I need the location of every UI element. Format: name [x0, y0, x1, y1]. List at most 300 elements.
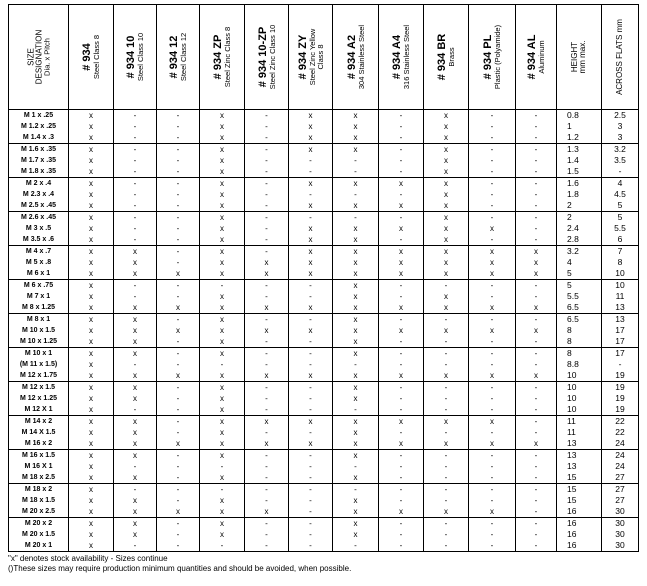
availability-mark: - [534, 507, 538, 516]
availability-cell [333, 212, 379, 246]
availability-mark: x [353, 439, 358, 448]
availability-cell [289, 246, 333, 280]
availability-mark: - [265, 315, 268, 324]
height-value: 15 [567, 484, 577, 494]
availability-mark: - [309, 349, 312, 358]
across-flats-value: 22 [615, 416, 625, 426]
size-designation: M 10 x 1.25 [20, 338, 57, 345]
availability-mark: - [354, 541, 357, 550]
height-cell [557, 314, 602, 348]
availability-mark: x [220, 201, 224, 210]
size-designation: M 18 x 2.5 [21, 474, 56, 481]
availability-mark: x [176, 507, 180, 516]
across-flats-value: 7 [617, 246, 623, 256]
availability-cell [114, 314, 157, 348]
availability-mark: x [444, 145, 448, 154]
across-flats-value: 5 [617, 212, 623, 222]
availability-cell [379, 348, 424, 382]
availability-cell [200, 382, 245, 416]
availability-cell [379, 212, 424, 246]
availability-cell [69, 110, 114, 144]
availability-mark: - [399, 213, 403, 222]
availability-mark: - [490, 530, 494, 539]
availability-cell [157, 450, 200, 484]
size-designation-cell [9, 484, 69, 518]
availability-mark: - [399, 111, 403, 120]
availability-mark: - [309, 213, 312, 222]
across-flats-value: 5 [617, 200, 623, 210]
availability-cell [114, 416, 157, 450]
availability-cell [379, 484, 424, 518]
availability-mark: - [534, 383, 538, 392]
availability-mark: - [265, 405, 268, 414]
availability-cell [289, 280, 333, 314]
availability-mark: x [308, 258, 313, 267]
availability-cell [114, 382, 157, 416]
column-header-934-pl: # 934 PL Plastic (Polyamide) [469, 5, 516, 110]
availability-mark: - [534, 145, 538, 154]
availability-mark: - [265, 235, 268, 244]
availability-mark: - [265, 167, 268, 176]
availability-mark: - [133, 201, 137, 210]
availability-mark: x [353, 428, 358, 437]
height-cell [557, 484, 602, 518]
availability-mark: x [89, 167, 93, 176]
availability-mark: - [265, 485, 268, 494]
availability-mark: - [176, 258, 180, 267]
availability-mark: - [534, 315, 538, 324]
availability-mark: x [264, 326, 269, 335]
availability-mark: x [89, 326, 93, 335]
availability-cell [333, 178, 379, 212]
height-value: 13 [567, 438, 577, 448]
availability-mark: - [176, 473, 180, 482]
availability-mark: - [399, 235, 403, 244]
availability-mark: - [176, 179, 180, 188]
size-designation: (M 11 x 1.5) [19, 361, 58, 368]
availability-mark: - [309, 541, 312, 550]
availability-mark: x [220, 337, 224, 346]
availability-cell [333, 348, 379, 382]
table-row-group [9, 382, 639, 416]
availability-mark: - [220, 281, 224, 290]
size-designation: M 20 x 2.5 [21, 508, 56, 515]
availability-mark: x [176, 326, 180, 335]
size-designation: M 16 X 1 [24, 463, 53, 470]
availability-cell [289, 110, 333, 144]
height-value: 0.8 [567, 110, 579, 120]
availability-mark: x [89, 213, 93, 222]
availability-mark: - [534, 201, 538, 210]
height-cell [557, 382, 602, 416]
availability-mark: - [176, 519, 180, 528]
availability-cell [516, 110, 557, 144]
availability-mark: - [534, 349, 538, 358]
size-designation: M 12 x 1.25 [20, 395, 57, 402]
availability-mark: - [490, 462, 494, 471]
across-flats-value: 6 [617, 234, 623, 244]
across-flats-cell [602, 246, 639, 280]
availability-cell [245, 246, 289, 280]
availability-mark: - [176, 451, 180, 460]
availability-cell [114, 450, 157, 484]
availability-mark: - [133, 292, 137, 301]
availability-cell [516, 280, 557, 314]
availability-mark: - [133, 122, 137, 131]
availability-cell [200, 246, 245, 280]
across-flats-value: 10 [615, 268, 625, 278]
size-designation-cell [9, 382, 69, 416]
size-designation: M 5 x .8 [25, 259, 52, 266]
availability-mark: - [176, 145, 180, 154]
across-flats-value: - [618, 359, 622, 369]
availability-cell [289, 314, 333, 348]
availability-cell [157, 246, 200, 280]
height-value: 1.5 [567, 166, 579, 176]
availability-mark: x [89, 156, 93, 165]
availability-mark: x [89, 190, 93, 199]
availability-mark: x [264, 439, 269, 448]
across-flats-value: 27 [615, 484, 625, 494]
availability-mark: x [353, 383, 358, 392]
availability-mark: x [89, 371, 93, 380]
availability-mark: - [309, 281, 312, 290]
availability-mark: - [354, 405, 357, 414]
availability-mark: x [220, 519, 224, 528]
availability-mark: x [220, 167, 224, 176]
availability-cell [333, 382, 379, 416]
availability-cell [200, 178, 245, 212]
height-value: 10 [567, 382, 577, 392]
availability-mark: x [89, 122, 93, 131]
availability-mark: - [534, 360, 538, 369]
availability-mark: - [490, 292, 494, 301]
availability-mark: x [133, 315, 137, 324]
table-row-group [9, 212, 639, 246]
availability-mark: - [534, 428, 538, 437]
size-designation: M 6 x .75 [23, 282, 54, 289]
availability-cell [157, 382, 200, 416]
across-flats-value: 24 [615, 461, 625, 471]
availability-mark: - [444, 394, 448, 403]
availability-cell [114, 348, 157, 382]
across-flats-cell [602, 484, 639, 518]
availability-cell [245, 110, 289, 144]
availability-mark: x [220, 190, 224, 199]
availability-cell [333, 314, 379, 348]
availability-mark: x [89, 337, 93, 346]
availability-mark: x [220, 224, 224, 233]
availability-mark: - [309, 530, 312, 539]
height-value: 13 [567, 461, 577, 471]
availability-cell [289, 484, 333, 518]
availability-mark: x [444, 258, 448, 267]
availability-mark: x [133, 269, 137, 278]
column-header-934: # 934 Steel Class 8 [69, 5, 114, 110]
height-cell [557, 416, 602, 450]
size-designation: M 1.6 x .35 [20, 146, 57, 153]
size-designation-cell [9, 416, 69, 450]
availability-mark: - [265, 519, 268, 528]
availability-mark: - [399, 451, 403, 460]
availability-mark: x [353, 496, 358, 505]
height-value: 16 [567, 529, 577, 539]
availability-mark: x [444, 224, 448, 233]
availability-cell [516, 416, 557, 450]
availability-mark: - [265, 383, 268, 392]
availability-cell [289, 144, 333, 178]
availability-cell [516, 348, 557, 382]
table-row-group [9, 348, 639, 382]
availability-mark: - [399, 337, 403, 346]
availability-cell [424, 416, 469, 450]
availability-mark: x [220, 507, 224, 516]
availability-mark: x [490, 258, 494, 267]
availability-mark: x [220, 417, 224, 426]
availability-mark: - [534, 417, 538, 426]
availability-mark: - [534, 224, 538, 233]
availability-mark: - [220, 360, 224, 369]
availability-mark: x [308, 133, 313, 142]
availability-cell [69, 280, 114, 314]
availability-cell [157, 518, 200, 552]
availability-cell [424, 382, 469, 416]
availability-cell [469, 178, 516, 212]
across-flats-value: 19 [615, 370, 625, 380]
availability-mark: x [220, 394, 224, 403]
availability-mark: - [265, 337, 268, 346]
size-designation-cell [9, 144, 69, 178]
availability-mark: x [444, 156, 448, 165]
availability-cell [424, 314, 469, 348]
availability-mark: - [490, 349, 494, 358]
availability-mark: x [89, 507, 93, 516]
column-header-934-zp: # 934 ZP Steel Zinc Class 8 [200, 5, 245, 110]
height-cell [557, 518, 602, 552]
availability-mark: - [176, 405, 180, 414]
footnote-stock: "x" denotes stock availability - Sizes continue [8, 554, 168, 563]
size-designation: M 12 X 1 [24, 406, 53, 413]
availability-mark: x [353, 258, 358, 267]
availability-mark: x [399, 224, 403, 233]
height-value: 16 [567, 518, 577, 528]
availability-mark: x [220, 439, 224, 448]
availability-mark: - [399, 519, 403, 528]
availability-mark: x [353, 179, 358, 188]
availability-mark: - [534, 337, 538, 346]
across-flats-value: 24 [615, 438, 625, 448]
availability-mark: x [89, 496, 93, 505]
availability-mark: x [353, 417, 358, 426]
height-value: 1.8 [567, 189, 579, 199]
availability-mark: - [133, 235, 137, 244]
height-cell [557, 144, 602, 178]
availability-cell [69, 484, 114, 518]
availability-mark: x [534, 303, 538, 312]
size-designation: M 8 x 1.25 [21, 304, 56, 311]
height-header: HEIGHT mm max. [557, 5, 602, 110]
availability-cell [516, 144, 557, 178]
availability-cell [245, 212, 289, 246]
availability-cell [469, 212, 516, 246]
availability-mark: x [444, 507, 448, 516]
availability-mark: - [534, 530, 538, 539]
height-value: 5.5 [567, 291, 579, 301]
availability-mark: x [89, 281, 93, 290]
availability-mark: - [399, 383, 403, 392]
availability-mark: x [89, 383, 93, 392]
availability-mark: x [264, 417, 269, 426]
availability-mark: - [176, 224, 180, 233]
availability-mark: x [89, 201, 93, 210]
availability-mark: - [444, 530, 448, 539]
availability-mark: - [265, 145, 268, 154]
availability-mark: - [399, 541, 403, 550]
availability-mark: x [399, 179, 403, 188]
availability-cell [200, 144, 245, 178]
size-designation: M 3.5 x .6 [22, 236, 55, 243]
availability-cell [469, 382, 516, 416]
size-designation-cell [9, 212, 69, 246]
availability-mark: x [220, 145, 224, 154]
availability-mark: - [220, 541, 224, 550]
availability-cell [69, 246, 114, 280]
availability-mark: - [534, 485, 538, 494]
availability-mark: - [444, 405, 448, 414]
availability-mark: x [220, 530, 224, 539]
size-designation: M 2 x .4 [25, 180, 52, 187]
size-designation: M 20 x 1 [24, 542, 53, 549]
height-value: 3.2 [567, 246, 579, 256]
footnotes [8, 554, 638, 574]
availability-mark: - [399, 167, 403, 176]
availability-mark: - [309, 496, 312, 505]
height-value: 10 [567, 370, 577, 380]
availability-mark: - [133, 485, 137, 494]
availability-cell [114, 484, 157, 518]
availability-mark: - [490, 496, 494, 505]
across-flats-value: 30 [615, 506, 625, 516]
availability-mark: - [399, 428, 403, 437]
availability-cell [245, 518, 289, 552]
availability-cell [333, 246, 379, 280]
availability-mark: - [265, 360, 268, 369]
availability-mark: - [176, 360, 180, 369]
availability-cell [245, 484, 289, 518]
height-value: 1.6 [567, 178, 579, 188]
column-header-934-10-zp: # 934 10-ZP Steel Zinc Class 10 [245, 5, 289, 110]
availability-mark: - [133, 405, 137, 414]
availability-mark: x [534, 326, 538, 335]
stock-availability-table [8, 4, 639, 552]
table-row-group [9, 484, 639, 518]
availability-cell [379, 450, 424, 484]
availability-cell [469, 314, 516, 348]
availability-mark: - [309, 451, 312, 460]
height-value: 16 [567, 506, 577, 516]
availability-cell [289, 212, 333, 246]
availability-mark: x [490, 439, 494, 448]
availability-cell [379, 382, 424, 416]
table-row-group [9, 178, 639, 212]
availability-mark: - [309, 507, 312, 516]
size-designation: M 1.4 x .3 [22, 134, 55, 141]
availability-cell [157, 314, 200, 348]
height-value: 16 [567, 540, 577, 550]
availability-mark: - [354, 360, 357, 369]
availability-mark: - [444, 383, 448, 392]
across-flats-value: 27 [615, 472, 625, 482]
availability-mark: - [176, 235, 180, 244]
availability-mark: - [133, 541, 137, 550]
height-cell [557, 246, 602, 280]
availability-mark: x [444, 167, 448, 176]
availability-mark: x [264, 507, 269, 516]
availability-mark: - [399, 292, 403, 301]
availability-mark: x [399, 507, 403, 516]
availability-mark: - [176, 201, 180, 210]
availability-mark: x [133, 530, 137, 539]
table-row-group [9, 246, 639, 280]
across-flats-cell [602, 280, 639, 314]
size-designation-cell [9, 314, 69, 348]
availability-mark: x [133, 417, 137, 426]
availability-mark: - [490, 360, 494, 369]
availability-cell [289, 382, 333, 416]
availability-mark: x [220, 213, 224, 222]
availability-mark: x [89, 462, 93, 471]
availability-cell [469, 484, 516, 518]
size-designation: M 12 x 1.75 [20, 372, 57, 379]
availability-mark: x [220, 428, 224, 437]
availability-mark: x [353, 519, 358, 528]
availability-mark: x [308, 371, 313, 380]
height-value: 1 [567, 121, 572, 131]
availability-cell [379, 280, 424, 314]
availability-mark: - [399, 496, 403, 505]
availability-mark: - [176, 315, 180, 324]
availability-mark: x [353, 235, 358, 244]
across-flats-value: 8 [617, 257, 623, 267]
availability-mark: - [176, 122, 180, 131]
availability-cell [516, 518, 557, 552]
availability-mark: - [444, 360, 448, 369]
availability-cell [516, 246, 557, 280]
availability-mark: - [265, 451, 268, 460]
height-cell [557, 450, 602, 484]
availability-cell [245, 382, 289, 416]
across-flats-cell [602, 382, 639, 416]
availability-mark: x [353, 349, 358, 358]
availability-cell [114, 212, 157, 246]
across-flats-value: 30 [615, 529, 625, 539]
availability-mark: - [265, 394, 268, 403]
availability-mark: - [265, 462, 268, 471]
availability-mark: - [176, 462, 180, 471]
availability-cell [114, 518, 157, 552]
availability-mark: - [176, 337, 180, 346]
availability-mark: x [490, 507, 494, 516]
availability-cell [379, 314, 424, 348]
availability-mark: - [265, 190, 268, 199]
height-value: 6.5 [567, 302, 579, 312]
availability-mark: x [176, 371, 180, 380]
availability-mark: - [490, 394, 494, 403]
across-flats-cell [602, 416, 639, 450]
availability-cell [114, 280, 157, 314]
size-designation: M 8 x 1 [26, 316, 51, 323]
across-flats-value: 11 [615, 291, 625, 301]
